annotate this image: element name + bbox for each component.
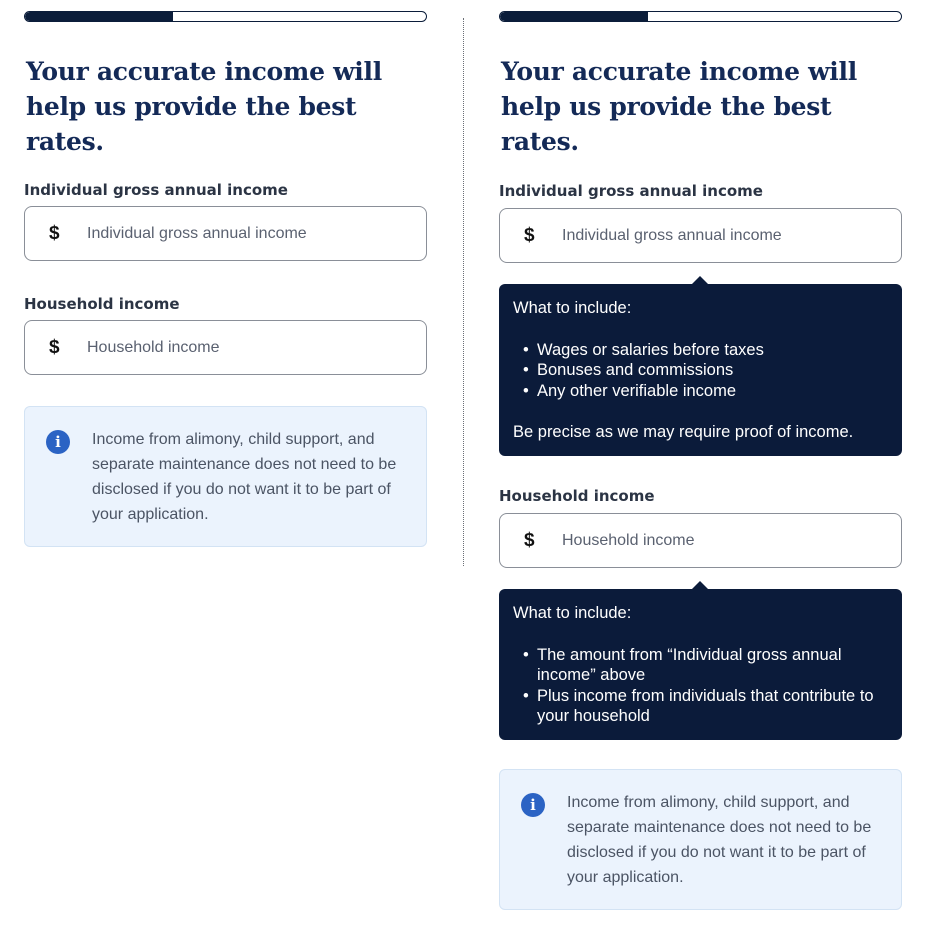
tooltip-heading: What to include: [513, 299, 632, 317]
progress-fill [25, 12, 173, 21]
individual-income-placeholder: Individual gross annual income [87, 224, 307, 242]
tooltip-item: • Plus income from individuals that contribute to your household [537, 686, 888, 727]
left-panel [24, 0, 427, 523]
dollar-icon: $ [49, 222, 60, 244]
individual-income-placeholder: Individual gross annual income [562, 226, 782, 244]
household-income-input[interactable] [499, 513, 902, 568]
progress-bar [499, 11, 902, 22]
dollar-icon: $ [524, 224, 535, 246]
tooltip-list [513, 340, 888, 402]
info-text: Income from alimony, child support, and separate maintenance does not need to be disclosed if you do not want it to be part of your application. [92, 431, 397, 523]
column-divider [463, 18, 464, 566]
tooltip-heading: What to include: [513, 604, 632, 622]
household-income-input[interactable] [24, 320, 427, 375]
tooltip-item: • Any other verifiable income [537, 381, 888, 402]
household-income-label: Household income [24, 295, 180, 313]
individual-income-label: Individual gross annual income [499, 182, 763, 200]
tooltip-list [513, 645, 888, 727]
page-title: Your accurate income will help us provide the best rates. [26, 57, 382, 156]
tooltip-item: • The amount from “Individual gross annual income” above [537, 645, 888, 686]
info-notice [24, 406, 427, 547]
info-icon: i [521, 793, 545, 817]
individual-income-input[interactable] [24, 206, 427, 261]
info-icon: i [46, 430, 70, 454]
household-income-placeholder: Household income [87, 338, 220, 356]
info-text: Income from alimony, child support, and separate maintenance does not need to be disclosed if you do not want it to be part of your application. [567, 794, 872, 886]
individual-income-input[interactable] [499, 208, 902, 263]
info-notice [499, 769, 902, 910]
tooltip-footer: Be precise as we may require proof of income. [513, 423, 854, 441]
household-income-placeholder: Household income [562, 531, 695, 549]
right-panel [499, 0, 902, 886]
household-income-label: Household income [499, 487, 655, 505]
tooltip-item: • Wages or salaries before taxes [537, 340, 888, 361]
individual-income-tooltip [499, 284, 902, 456]
tooltip-item: • Bonuses and commissions [537, 360, 888, 381]
progress-fill [500, 12, 648, 21]
progress-bar [24, 11, 427, 22]
individual-income-label: Individual gross annual income [24, 181, 288, 199]
dollar-icon: $ [49, 336, 60, 358]
page-title: Your accurate income will help us provide the best rates. [501, 57, 857, 156]
dollar-icon: $ [524, 529, 535, 551]
household-income-tooltip [499, 589, 902, 740]
